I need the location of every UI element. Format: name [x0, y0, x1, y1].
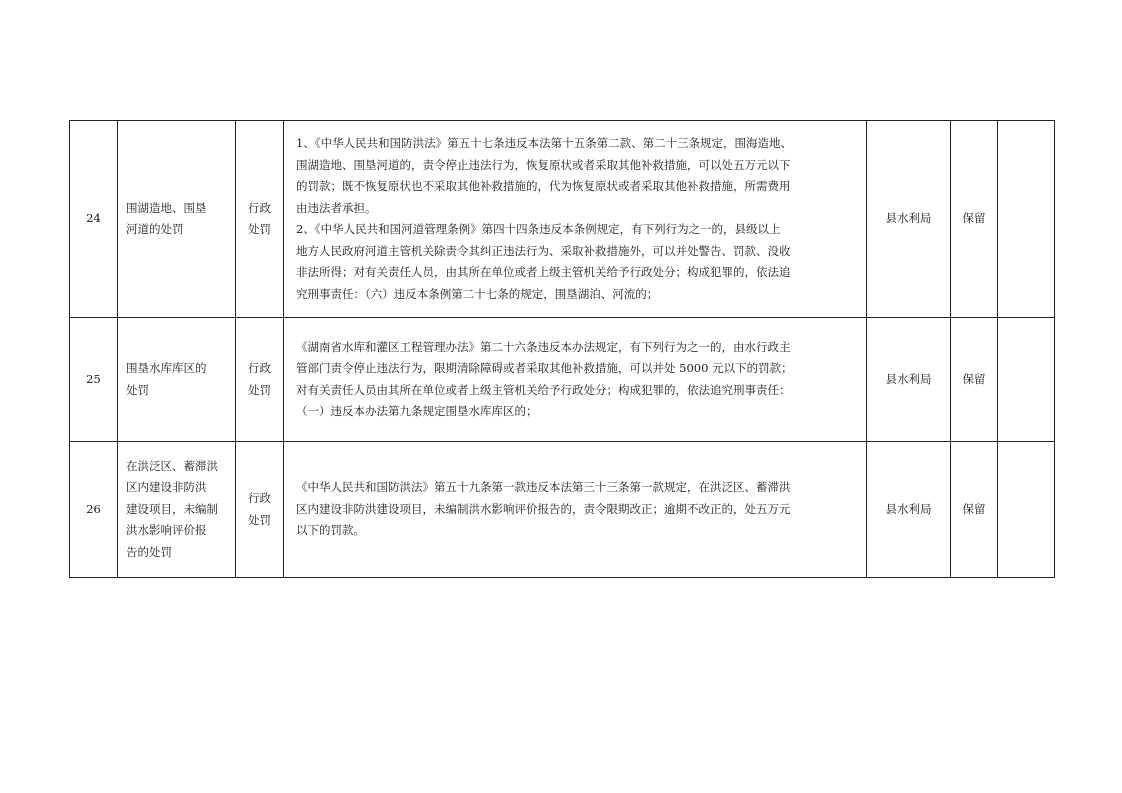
item-type-line: 处罚 — [248, 382, 271, 397]
legal-basis-line: 区内建设非防洪建设项目，未编制洪水影响评价报告的，责令限期改正；逾期不改正的，处五万元 — [296, 501, 791, 516]
item-name-line: 告的处罚 — [126, 544, 172, 559]
item-name-line: 围湖造地、围垦 — [126, 200, 207, 215]
responsible-department: 县水利局 — [867, 121, 951, 318]
legal-basis-line: 的罚款；既不恢复原状也不采取其他补救措施的，代为恢复原状或者采取其他补救措施，所需费用 — [296, 179, 791, 193]
responsible-department: 县水利局 — [867, 318, 951, 442]
item-name-line: 洪水影响评价报 — [126, 523, 207, 538]
remark-cell — [998, 442, 1055, 578]
item-name-line: 处罚 — [126, 382, 149, 397]
legal-basis-line: 围湖造地、围垦河道的，责令停止违法行为，恢复原状或者采取其他补救措施，可以处五万元以下 — [296, 157, 791, 172]
legal-basis-line: 对有关责任人员由其所在单位或者上级主管机关给予行政处分；构成犯罪的，依法追究刑事责任： — [296, 382, 791, 397]
retention-status: 保留 — [951, 121, 998, 318]
item-type-line: 行政 — [248, 361, 271, 375]
table-row — [70, 442, 1055, 578]
legal-basis-line: 由违法者承担。 — [296, 200, 377, 215]
item-type — [236, 318, 284, 442]
legal-basis-line: 《湖南省水库和灌区工程管理办法》第二十六条违反本办法规定，有下列行为之一的，由水行政主 — [296, 339, 791, 354]
legal-basis-line: 管部门责令停止违法行为，限期清除障碍或者采取其他补救措施，可以并处 5000 元以下的罚款； — [296, 361, 793, 375]
item-name-line: 围垦水库库区的 — [126, 361, 207, 375]
legal-basis-line: 究刑事责任：（六）违反本条例第二十七条的规定，围垦湖泊、河流的； — [296, 286, 659, 301]
legal-basis-line: 非法所得；对有关责任人员，由其所在单位或者上级主管机关给予行政处分；构成犯罪的，依法追 — [296, 265, 791, 279]
table-row — [70, 121, 1055, 318]
item-type-line: 行政 — [248, 491, 271, 505]
item-type — [236, 121, 284, 318]
retention-status: 保留 — [951, 442, 998, 578]
item-name — [118, 442, 236, 578]
item-type-line: 处罚 — [248, 222, 271, 236]
remark-cell — [998, 318, 1055, 442]
legal-basis — [284, 121, 867, 318]
item-name — [118, 318, 236, 442]
item-number: 26 — [70, 442, 118, 578]
legal-basis-line: 地方人民政府河道主管机关除责令其纠正违法行为、采取补救措施外，可以并处警告、罚款、没收 — [296, 243, 791, 258]
table-row — [70, 318, 1055, 442]
item-name-line: 区内建设非防洪 — [126, 480, 207, 495]
item-name-line: 河道的处罚 — [126, 222, 184, 236]
legal-basis-line: 1、《中华人民共和国防洪法》第五十七条违反本法第十五条第二款、第二十三条规定，围海造地、 — [296, 136, 793, 150]
legal-basis-line: （一）违反本办法第九条规定围垦水库库区的； — [296, 404, 538, 418]
legal-basis-line: 以下的罚款。 — [296, 523, 365, 538]
responsible-department: 县水利局 — [867, 442, 951, 578]
item-number: 25 — [70, 318, 118, 442]
item-type — [236, 442, 284, 578]
item-type-line: 行政 — [248, 200, 271, 215]
legal-basis — [284, 318, 867, 442]
penalty-items-table — [69, 120, 1055, 578]
item-type-line: 处罚 — [248, 512, 271, 527]
item-name-line: 在洪泛区、蓄滞洪 — [126, 458, 218, 473]
legal-basis-line: 《中华人民共和国防洪法》第五十九条第一款违反本法第三十三条第一款规定，在洪泛区、蓄滞洪 — [296, 480, 791, 495]
legal-basis — [284, 442, 867, 578]
table-body — [70, 121, 1055, 578]
item-number: 24 — [70, 121, 118, 318]
legal-basis-line: 2、《中华人民共和国河道管理条例》第四十四条违反本条例规定，有下列行为之一的，县级以上 — [296, 222, 781, 236]
item-name-line: 建设项目，未编制 — [126, 501, 218, 516]
remark-cell — [998, 121, 1055, 318]
retention-status: 保留 — [951, 318, 998, 442]
item-name — [118, 121, 236, 318]
